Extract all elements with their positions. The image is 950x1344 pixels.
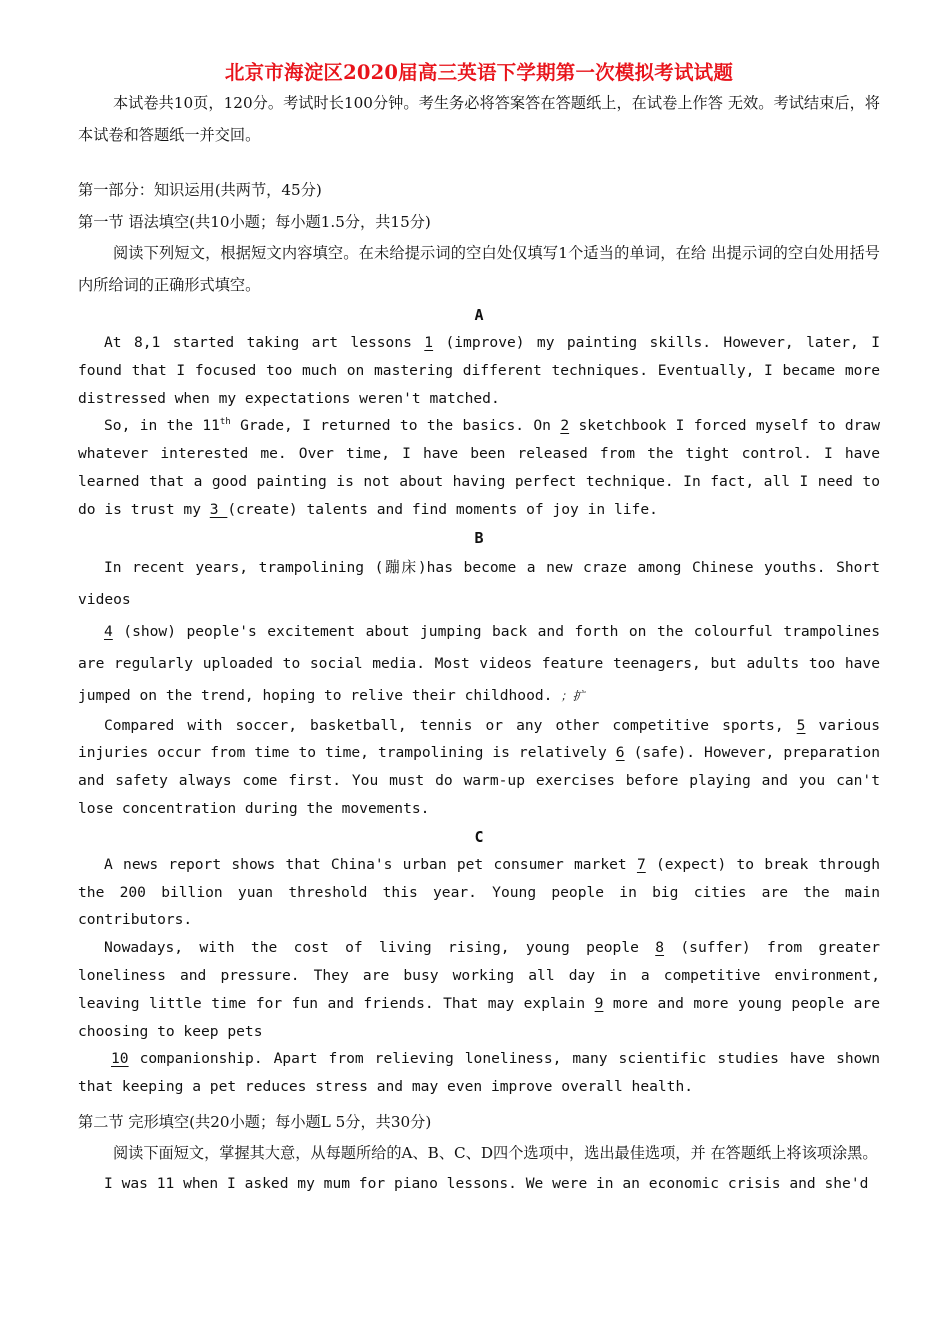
passage-a-paragraph-2: So, in the 11th Grade, I returned to the basics. On 2 sketchbook I forced myself to draw whatever interested me. Over time, I have been released from the tight control. I have learned that a good painting is not about having perfect technique. In fact, all I need to do is trust my 3 (create) talents and find moments of joy in life. <box>78 417 880 518</box>
passage-b-label: B <box>474 528 484 547</box>
passage-c-paragraph-1: A news report shows that China's urban pet consumer market 7 (expect) to break through the 200 billion yuan threshold this year. Young people in big cities are the main contributors. <box>78 855 880 929</box>
blank-7: 7 <box>636 855 646 873</box>
cloze-passage-start: I was 11 when I asked my mum for piano lessons. We were in an economic crisis and she'd <box>104 1174 869 1192</box>
blank-6: 6 <box>615 744 625 762</box>
blank-1: 1 <box>424 334 434 351</box>
passage-c-label: C <box>474 827 484 846</box>
passage-a-label: A <box>474 306 484 324</box>
blank-2: 2 <box>560 417 570 435</box>
section-one-heading: 第一节 语法填空(共10小题；每小题1.5分，共15分) <box>78 212 431 231</box>
section-two-instructions: 阅读下面短文，掌握其大意，从每题所给的A、B、C、D四个选项中，选出最佳选项，并 在答题纸上将该项涂黑。 <box>112 1144 878 1163</box>
exam-intro: 本试卷共10页，120分。考试时长100分钟。考生务必将答案答在答题纸上，在试卷上作答 无效。考试结束后，将本试卷和答题纸一并交回。 <box>78 94 880 144</box>
passage-b-paragraph-2: 4 (show) people's excitement about jumping back and forth on the colourful trampolines are regularly uploaded to social media. Most videos feature teenagers, but adults too have jumped on the trend, hoping to relive their childhood. ；扩 <box>78 622 880 704</box>
blank-9: 9 <box>594 994 604 1012</box>
blank-10: 10 <box>111 1050 129 1068</box>
section-two-heading: 第二节 完形填空(共20小题；每小题L 5分，共30分) <box>78 1112 432 1131</box>
part-one-heading: 第一部分：知识运用(共两节，45分) <box>78 181 322 199</box>
blank-5: 5 <box>796 716 806 734</box>
passage-a-paragraph-1: At 8,1 started taking art lessons 1 (improve) my painting skills. However, later, I found that I focused too much on mastering different techniques. Eventually, I became more distressed when my expectations weren't matched. <box>78 334 880 407</box>
passage-c-paragraph-2: Nowadays, with the cost of living rising, young people 8 (suffer) from greater loneliness and pressure. They are busy working all day in a competitive environment, leaving little time for fun and friends. That may explain 9 more and more young people are choosing to keep pets 10 companionship. Apart from relieving loneliness, many scientific studies have shown that keeping a pet reduces stress and may even improve overall health. <box>78 939 881 1096</box>
exam-page <box>78 58 880 1198</box>
blank-3: 3 <box>209 500 228 518</box>
blank-4: 4 <box>104 622 113 640</box>
page-title: 北京市海淀区2020届高三英语下学期第一次模拟考试试题 <box>224 61 734 84</box>
passage-b-paragraph-3: Compared with soccer, basketball, tennis or any other competitive sports, 5 various injuries occur from time to time, trampolining is relatively 6 (safe). However, preparation and safety always come first. You must do warm-up exercises before playing and you can't lose concentration during the movements. <box>78 716 880 817</box>
passage-b-paragraph-1: In recent years, trampolining (蹦床)has become a new craze among Chinese youths. Short videos <box>78 558 880 608</box>
blank-8: 8 <box>655 939 665 957</box>
section-one-instructions: 阅读下列短文，根据短文内容填空。在未给提示词的空白处仅填写1个适当的单词，在给 出提示词的空白处用括号内所给词的正确形式填空。 <box>78 244 880 294</box>
stray-mark: ；扩 <box>560 688 585 703</box>
